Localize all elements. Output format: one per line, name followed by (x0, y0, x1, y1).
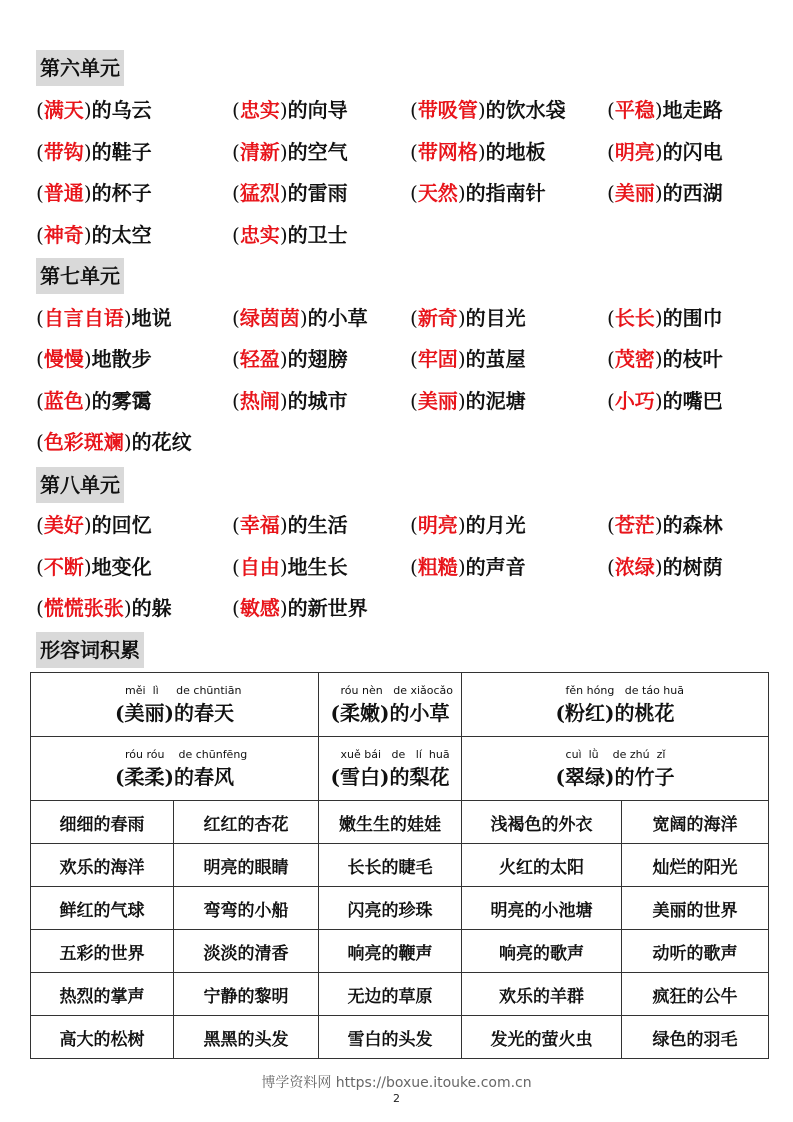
table-cell: 响亮的鞭声 (319, 930, 462, 973)
table-cell: 鲜红的气球 (31, 887, 174, 930)
table-cell: 弯弯的小船 (174, 887, 319, 930)
phrase: (雪白)的梨花 (330, 764, 450, 789)
table-cell: 细细的春雨 (31, 801, 174, 844)
phrase: (牢固)的茧屋 (410, 347, 526, 371)
phrase: (美好)的回忆 (36, 513, 152, 537)
word-row (0, 344, 793, 374)
table-cell: 明亮的眼睛 (174, 844, 319, 887)
phrase: (满天)的乌云 (36, 98, 152, 122)
pinyin-cell (31, 737, 319, 801)
word-row (0, 386, 793, 416)
phrase: (柔柔)的春风 (115, 764, 234, 789)
table-cell: 宁静的黎明 (174, 973, 319, 1016)
phrase: (蓝色)的雾霭 (36, 389, 152, 413)
pinyin-cell (462, 737, 769, 801)
phrase: (幸福)的生活 (232, 513, 348, 537)
section-title-8: 第八单元 (36, 467, 124, 503)
table-row (31, 844, 769, 887)
phrase: (色彩斑斓)的花纹 (36, 430, 192, 454)
phrase: (忠实)的卫士 (232, 223, 348, 247)
table-cell: 灿烂的阳光 (622, 844, 769, 887)
phrase: (翠绿)的竹子 (555, 764, 675, 789)
phrase: (柔嫩)的小草 (330, 700, 450, 725)
phrase: (天然)的指南针 (410, 181, 546, 205)
pinyin: róu róu de chūnfēng (125, 747, 248, 761)
word-row (0, 178, 793, 208)
phrase: (带吸管)的饮水袋 (410, 98, 566, 122)
phrase: (浓绿)的树荫 (607, 555, 723, 579)
pinyin-cell (462, 673, 769, 737)
phrase: (普通)的杯子 (36, 181, 152, 205)
word-row (0, 137, 793, 167)
word-row (0, 220, 793, 250)
table-cell: 五彩的世界 (31, 930, 174, 973)
phrase: (慌慌张张)的躲 (36, 596, 172, 620)
table-cell: 欢乐的海洋 (31, 844, 174, 887)
pinyin-cell (319, 737, 462, 801)
phrase: (茂密)的枝叶 (607, 347, 723, 371)
word-row (0, 510, 793, 540)
phrase: (美丽)的春天 (115, 700, 234, 725)
page-number: 2 (393, 1092, 400, 1105)
table-row (31, 887, 769, 930)
phrase: (明亮)的闪电 (607, 140, 723, 164)
phrase: (粗糙)的声音 (410, 555, 526, 579)
pinyin: xuě bái de lí huā (340, 747, 450, 761)
table-cell: 红红的杏花 (174, 801, 319, 844)
phrase: (平稳)地走路 (607, 98, 723, 122)
table-cell: 发光的萤火虫 (462, 1016, 622, 1059)
table-cell: 美丽的世界 (622, 887, 769, 930)
table-row (31, 930, 769, 973)
section-title-7: 第七单元 (36, 258, 124, 294)
phrase: (新奇)的目光 (410, 306, 526, 330)
phrase: (自由)地生长 (232, 555, 348, 579)
table-cell: 热烈的掌声 (31, 973, 174, 1016)
section-title-6: 第六单元 (36, 50, 124, 86)
pinyin: róu nèn de xiǎocǎo (340, 683, 454, 697)
table-cell: 宽阔的海洋 (622, 801, 769, 844)
table-cell: 无边的草原 (319, 973, 462, 1016)
phrase: (绿茵茵)的小草 (232, 306, 368, 330)
pinyin-cell (319, 673, 462, 737)
word-row (0, 95, 793, 125)
table-cell: 浅褐色的外衣 (462, 801, 622, 844)
phrase: (粉红)的桃花 (555, 700, 675, 725)
phrase: (猛烈)的雷雨 (232, 181, 348, 205)
table-cell: 长长的睫毛 (319, 844, 462, 887)
table-cell: 明亮的小池塘 (462, 887, 622, 930)
table-cell: 淡淡的清香 (174, 930, 319, 973)
table-cell: 动听的歌声 (622, 930, 769, 973)
table-cell: 嫩生生的娃娃 (319, 801, 462, 844)
word-row (0, 303, 793, 333)
pinyin-row (31, 673, 769, 737)
table-row (31, 973, 769, 1016)
table-cell: 欢乐的羊群 (462, 973, 622, 1016)
phrase: (美丽)的西湖 (607, 181, 723, 205)
phrase: (长长)的围巾 (607, 306, 723, 330)
table-cell: 闪亮的珍珠 (319, 887, 462, 930)
table-cell: 响亮的歌声 (462, 930, 622, 973)
table-cell: 高大的松树 (31, 1016, 174, 1059)
pinyin-cell (31, 673, 319, 737)
table-cell: 疯狂的公牛 (622, 973, 769, 1016)
phrase: (自言自语)地说 (36, 306, 172, 330)
phrase: (忠实)的向导 (232, 98, 348, 122)
table-cell: 黑黑的头发 (174, 1016, 319, 1059)
phrase: (不断)地变化 (36, 555, 152, 579)
table-cell: 绿色的羽毛 (622, 1016, 769, 1059)
accumulation-title: 形容词积累 (36, 632, 144, 668)
word-row (0, 427, 793, 457)
phrase: (轻盈)的翅膀 (232, 347, 348, 371)
table-cell: 雪白的头发 (319, 1016, 462, 1059)
phrase: (带网格)的地板 (410, 140, 546, 164)
phrase: (明亮)的月光 (410, 513, 526, 537)
phrase: (慢慢)地散步 (36, 347, 152, 371)
phrase: (清新)的空气 (232, 140, 348, 164)
phrase: (敏感)的新世界 (232, 596, 368, 620)
pinyin: měi lì de chūntiān (125, 683, 242, 697)
pinyin: cuì lǜ de zhú zǐ (565, 747, 666, 761)
phrase: (小巧)的嘴巴 (607, 389, 723, 413)
pinyin: fěn hóng de táo huā (565, 683, 684, 697)
phrase: (苍茫)的森林 (607, 513, 723, 537)
footer-watermark: 博学资料网 https://boxue.itouke.com.cn (261, 1075, 532, 1091)
word-row (0, 552, 793, 582)
table-row (31, 801, 769, 844)
table-row (31, 1016, 769, 1059)
pinyin-row (31, 737, 769, 801)
table-cell: 火红的太阳 (462, 844, 622, 887)
phrase: (神奇)的太空 (36, 223, 152, 247)
adjective-table (30, 672, 769, 1059)
phrase: (带钩)的鞋子 (36, 140, 152, 164)
phrase: (美丽)的泥塘 (410, 389, 526, 413)
phrase: (热闹)的城市 (232, 389, 348, 413)
word-row (0, 593, 793, 623)
